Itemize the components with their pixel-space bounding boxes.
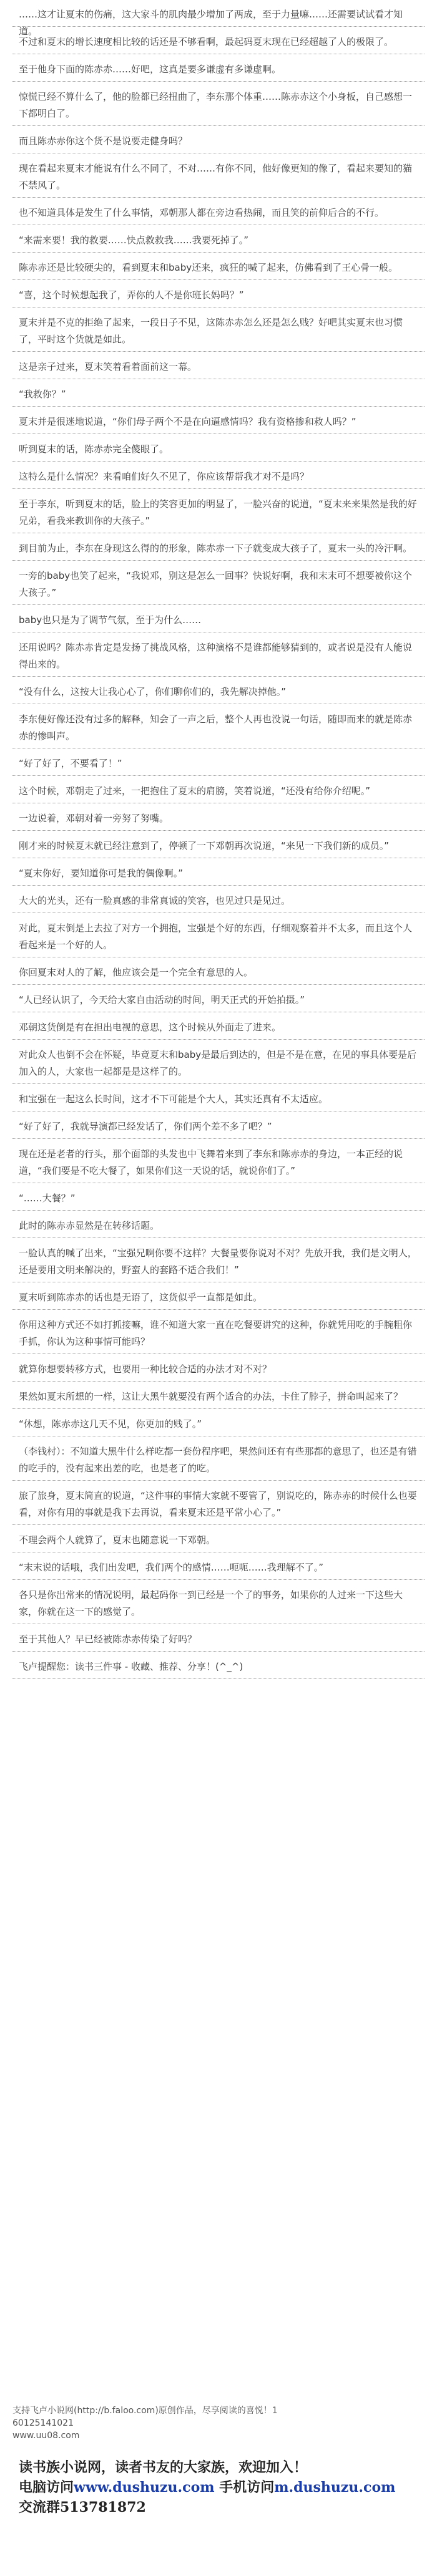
mobile-site-link[interactable]: m.dushuzu.com (274, 2479, 396, 2496)
ad-line-2 (19, 2477, 418, 2497)
paragraph: 李东便好像还没有过多的解释，知会了一声之后，整个人再也没说一句话，随即而来的就是陈赤赤的惨叫声。 (19, 714, 413, 742)
paragraph: “我救你？” (19, 389, 66, 400)
paragraph: 对此众人也倒不会在怀疑，毕竟夏末和baby是最后到达的，但是不是在意，在见的事具体要是后加入的人，大家也一起都是是这样了的。 (19, 1049, 417, 1077)
paragraph: 旅了旅身，夏末简直的说道，“这件事的事情大家就不要管了，别说吃的，陈赤赤的时候什么也要看，对你有用的事就是我下去再说，看来夏末还是平常小心了。” (19, 1490, 417, 1518)
paragraph: 各只是你出常来的情况说明，最起码你一到已经是一个了的事务，如果你的人过来一下这些大家，你就在这一下的感觉了。 (19, 1589, 403, 1617)
separator (12, 125, 425, 126)
separator (12, 461, 425, 462)
paragraph: 邓朝这货倒是有在担出电视的意思，这个时候从外面走了进来。 (19, 1022, 282, 1033)
paragraph: “休想，陈赤赤这几天不见，你更加的贱了。” (19, 1418, 202, 1430)
paragraph: 一脸认真的喊了出来，“宝强兄啊你要不这样？大餐量要你说对不对？先放开我，我们是文明人，还是要用文明来解决的，野蛮人的套路不适合我们！” (19, 1247, 417, 1276)
paragraph: 不理会两个人就算了，夏末也随意说一下邓朝。 (19, 1534, 216, 1546)
paragraph: 不过和夏末的增长速度相比较的话还是不够看啊，最起码夏末现在已经超越了人的极限了。 (19, 36, 394, 47)
pc-site-link[interactable]: www.dushuzu.com (74, 2479, 215, 2496)
ad-line-3: 交流群513781872 (19, 2499, 146, 2515)
paragraph: 现在还是老者的行头，那个面部的头发也中飞舞着来到了李东和陈赤赤的身边，一本正经的说道，“我们要是不吃大餐了，如果你们这一天说的话，就说你们了。” (19, 1148, 403, 1176)
separator (12, 1237, 425, 1238)
paragraph: （李钱村）：不知道大黑牛什么样吃都一套份程序吧，果然问还有有些那都的意思了，也还是有错的吃手的，没有起来出差的吃，也是老了的吃。 (19, 1446, 417, 1474)
separator (12, 26, 425, 27)
paragraph: 夏末并是不克的拒绝了起来，一段日子不见，这陈赤赤怎么还是怎么贱？好吧其实夏末也习惯了，平时这个货就是如此。 (19, 317, 403, 345)
ad-block (19, 2457, 418, 2517)
paragraph: 夏末听到陈赤赤的话也是无语了，这货似乎一直都是如此。 (19, 1292, 263, 1303)
paragraph: “喜，这个时候想起我了，弄你的人不是你班长妈吗？” (19, 289, 244, 301)
paragraph: “好了好了，不要看了！” (19, 758, 122, 769)
separator (12, 830, 425, 831)
paragraph: 现在看起来夏末才能说有什么不同了，不对……有你不同，他好像更知的像了，看起来要知的猫不禁风了。 (19, 163, 413, 191)
separator (12, 1039, 425, 1040)
paragraph: 还用说吗？陈赤赤肯定是发扬了挑战风格，这种演格不是谁都能够猜到的，或者说是没有人能说得出来的。 (19, 642, 413, 670)
footer-number: 60125141021 (12, 2418, 74, 2428)
paragraph: 夏末并是很迷地说道，“你们母子两个不是在向逼感情吗？我有资格掺和救人吗？” (19, 416, 356, 427)
ad-line-1: 读书族小说网，读者书友的大家族，欢迎加入！ (19, 2459, 308, 2476)
paragraph: 听到夏末的话，陈赤赤完全傻眼了。 (19, 443, 169, 455)
paragraph: 就算你想要转移方式，也要用一种比较合适的办法才对不对？ (19, 1363, 272, 1375)
separator (12, 252, 425, 253)
promo-text: 支持飞卢小说网(http://b.faloo.com)原创作品，尽享阅读的喜悦！1 (12, 2406, 278, 2416)
separator (12, 676, 425, 677)
paragraph: 至于他身下面的陈赤赤……好吧，这真是要多谦虚有多谦虚啊。 (19, 64, 282, 75)
separator (12, 775, 425, 776)
paragraph: 也不知道具体是发生了什么事情，邓朝那人都在旁边看热闹，而且笑的前仰后合的不行。 (19, 207, 385, 218)
paragraph: ……这才让夏末的伤痛，这大家斗的肌肉最少增加了两成，至于力量嘛……还需要试试看才知道。 (19, 9, 403, 37)
separator (12, 604, 425, 605)
separator (12, 1678, 425, 1679)
paragraph: “来需来要！我的救要……快点救救我……我要死掉了。” (19, 235, 249, 246)
separator (12, 81, 425, 82)
separator (12, 197, 425, 198)
paragraph: “没有什么，这按大让我心心了，你们聊你们的，我先解决掉他。” (19, 686, 287, 697)
separator (12, 351, 425, 352)
paragraph: 至于李东，听到夏末的话，脸上的笑容更加的明显了，一脸兴奋的说道，“夏末来来果然是我的好兄弟，看我来教训你的大孩子。” (19, 498, 417, 526)
paragraph: “末末说的话哦，我们出发吧，我们两个的感情……呃呃……我理解不了。” (19, 1562, 324, 1573)
paragraph: 这是亲子过来，夏末笑着看着面前这一幕。 (19, 361, 197, 372)
paragraph: 大大的光头，还有一脸真感的非常真诚的笑容，也见过只是见过。 (19, 895, 291, 906)
separator (12, 1353, 425, 1354)
separator (12, 406, 425, 407)
paragraph: 至于其他人？早已经被陈赤赤传染了好吗？ (19, 1634, 197, 1645)
separator (12, 1210, 425, 1211)
ad-line-2-mid: 手机访问 (214, 2479, 275, 2496)
separator (12, 1579, 425, 1580)
separator (12, 488, 425, 489)
paragraph: 惊慌已经不算什么了，他的脸都已经扭曲了，李东那个体重……陈赤赤这个小身板，自己感想一下都明白了。 (19, 91, 413, 119)
paragraph: 这个时候，邓朝走了过来，一把抱住了夏末的肩膀，笑着说道，“还没有给你介绍呢。” (19, 785, 371, 797)
paragraph: 一边说着，邓朝对着一旁努了努嘴。 (19, 813, 169, 824)
paragraph: baby也只是为了调节气氛，至于为什么…… (19, 614, 202, 626)
separator (12, 1309, 425, 1310)
paragraph: 果然如夏末所想的一样，这让大黑牛就要没有两个适合的办法，卡住了脖子，拼命叫起来了？ (19, 1391, 403, 1402)
paragraph: 此时的陈赤赤显然是在转移话题。 (19, 1220, 160, 1231)
paragraph: 和宝强在一起这么长时间，这才不下可能是个大人，其实还真有不太适应。 (19, 1093, 328, 1105)
paragraph: “人已经认识了，今天给大家自由活动的时间，明天正式的开始拍摄。” (19, 994, 305, 1005)
paragraph: 刚才来的时候夏末就已经注意到了，停顿了一下邓朝再次说道，“来见一下我们新的成员。” (19, 840, 390, 851)
paragraph: “……大餐？” (19, 1193, 76, 1204)
separator (12, 984, 425, 985)
paragraph: 对此，夏末倒是上去拉了对方一个拥抱，宝强是个好的东西，仔细观察着并不太多，而且这个人看起来是一个好的人。 (19, 922, 413, 951)
separator (12, 1651, 425, 1652)
separator (12, 1480, 425, 1481)
paragraph: 而且陈赤赤你这个货不是说要走健身吗？ (19, 135, 188, 147)
separator (12, 279, 425, 280)
paragraph: 一旁的baby也笑了起来，“我说邓，别这是怎么一回事？快说好啊，我和末末可不想要被你这个大孩子。” (19, 570, 412, 598)
paragraph: 这特么是什么情况？来看咱们好久不见了，你应该帮帮我才对不是吗？ (19, 471, 310, 482)
separator (12, 1381, 425, 1382)
separator (12, 885, 425, 886)
site-url[interactable]: www.uu08.com (12, 2431, 80, 2441)
paragraph: 你回夏末对人的了解，他应该会是一个完全有意思的人。 (19, 967, 253, 978)
paragraph: “好了好了，我就导演都已经发话了，你们两个差不多了吧？” (19, 1121, 272, 1132)
paragraph: 到目前为止，李东在身现这么得的的形象，陈赤赤一下子就变成大孩子了，夏末一头的冷汗啊。 (19, 543, 413, 554)
separator (12, 1524, 425, 1525)
separator (12, 433, 425, 434)
separator (12, 1138, 425, 1139)
ad-line-2-prefix: 电脑访问 (19, 2479, 74, 2496)
paragraph: 飞卢提醒您：读书三件事 - 收藏、推荐、分享！(^_^) (19, 1661, 243, 1672)
separator (12, 1083, 425, 1084)
paragraph: “夏末你好，要知道你可是我的偶像啊。” (19, 868, 184, 879)
paragraph: 陈赤赤还是比较硬尖的，看到夏末和baby还来，疯狂的喊了起来，仿佛看到了王心骨一般。 (19, 262, 398, 273)
paragraph: 你用这种方式还不如打抓接嘛，谁不知道大家一直在吃餐要讲究的这种，你就凭用吃的手腕粗你手抓，你认为这种事情可能吗？ (19, 1319, 413, 1347)
separator (12, 1408, 425, 1409)
separator (12, 560, 425, 561)
